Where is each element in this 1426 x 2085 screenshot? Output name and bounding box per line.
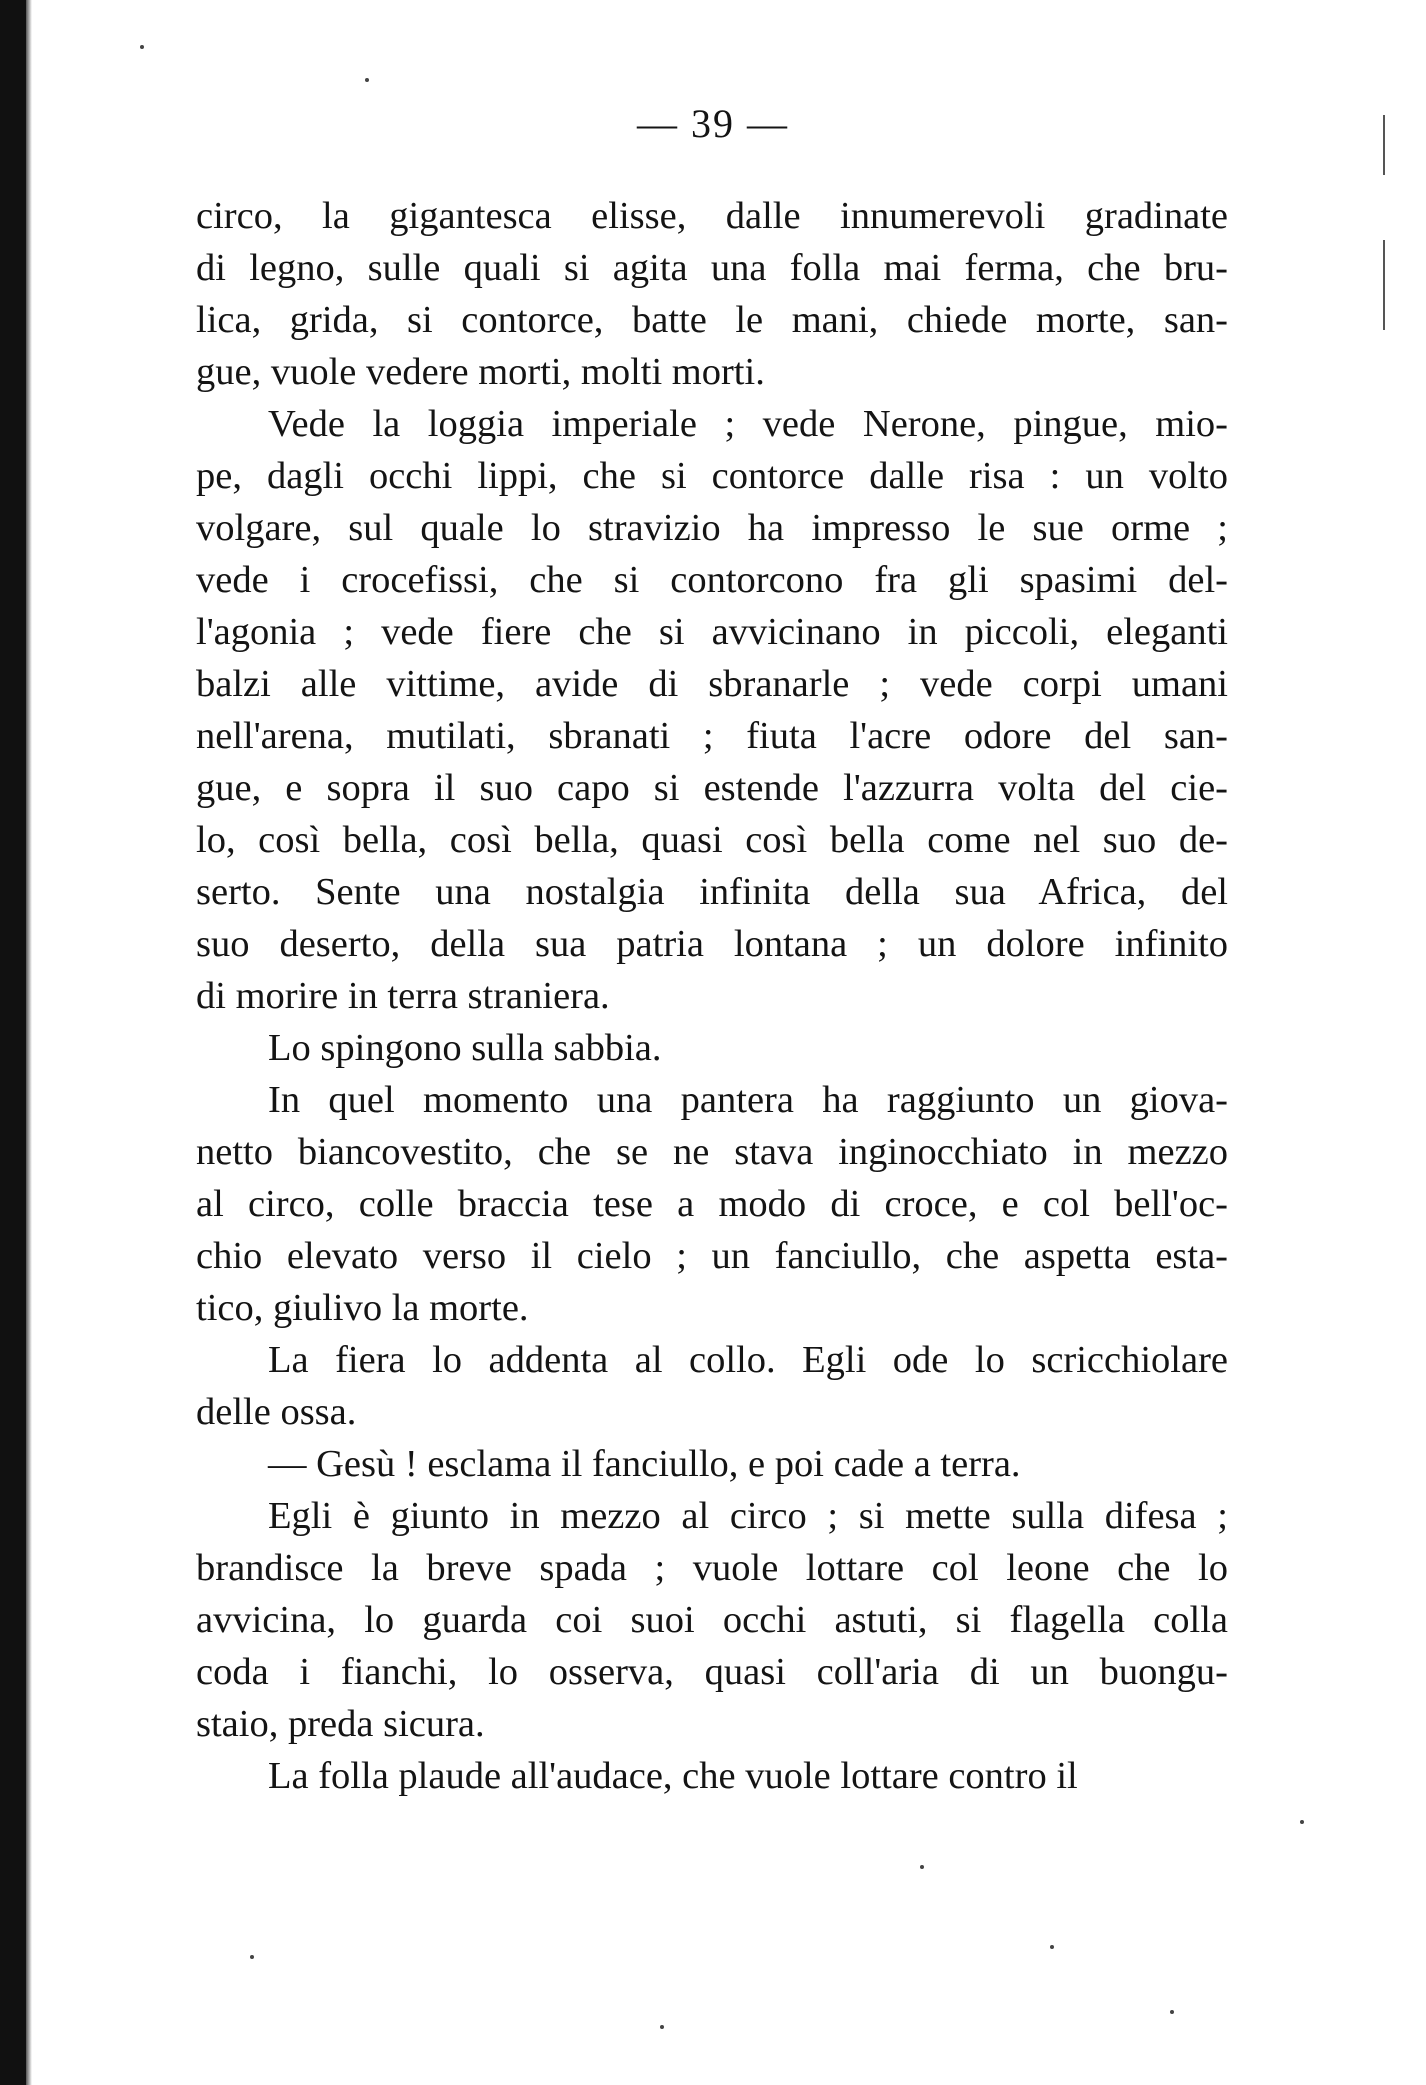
text-line: di legno, sulle quali si agita una folla mai ferma, che bru- [196, 247, 1228, 289]
text-line: vede i crocefissi, che si contorcono fra gli spasimi del- [196, 559, 1228, 601]
scan-speck [920, 1865, 924, 1869]
book-spine-shadow [0, 0, 26, 2085]
paragraph [196, 1750, 1228, 1802]
text-line: Egli è giunto in mezzo al circo ; si mette sulla difesa ; [268, 1495, 1228, 1537]
text-line: serto. Sente una nostalgia infinita della sua Africa, del [196, 871, 1228, 913]
text-line: staio, preda sicura. [196, 1703, 485, 1745]
text-line: balzi alle vittime, avide di sbranarle ; vede corpi umani [196, 663, 1228, 705]
paragraph [196, 398, 1228, 1022]
text-line: La folla plaude all'audace, che vuole lottare contro il [268, 1755, 1078, 1797]
text-line: La fiera lo addenta al collo. Egli ode lo scricchiolare [268, 1339, 1228, 1381]
scan-artifact-line [1383, 240, 1385, 330]
body-text [196, 190, 1228, 1802]
text-line: tico, giulivo la morte. [196, 1287, 529, 1329]
text-line: chio elevato verso il cielo ; un fanciullo, che aspetta esta- [196, 1235, 1228, 1277]
paragraph [196, 190, 1228, 398]
text-line: lica, grida, si contorce, batte le mani, chiede morte, san- [196, 299, 1228, 341]
scan-speck [140, 45, 144, 49]
scan-speck [660, 2025, 664, 2029]
paragraph [196, 1074, 1228, 1334]
text-line: brandisce la breve spada ; vuole lottare col leone che lo [196, 1547, 1228, 1589]
text-line: delle ossa. [196, 1391, 357, 1433]
paragraph [196, 1334, 1228, 1438]
paragraph [196, 1438, 1228, 1490]
text-line: avvicina, lo guarda coi suoi occhi astuti, si flagella colla [196, 1599, 1228, 1641]
text-line: al circo, colle braccia tese a modo di croce, e col bell'oc- [196, 1183, 1228, 1225]
scan-speck [250, 1955, 254, 1959]
paragraph [196, 1490, 1228, 1750]
text-line: suo deserto, della sua patria lontana ; un dolore infinito [196, 923, 1228, 965]
paragraph [196, 1022, 1228, 1074]
scan-speck [1050, 1945, 1054, 1949]
scan-speck [365, 78, 369, 82]
text-line: gue, vuole vedere morti, molti morti. [196, 351, 765, 393]
text-line: netto biancovestito, che se ne stava inginocchiato in mezzo [196, 1131, 1228, 1173]
text-line: circo, la gigantesca elisse, dalle innumerevoli gradinate [196, 195, 1228, 237]
spine-edge-gradient [26, 0, 32, 2085]
text-line: lo, così bella, così bella, quasi così bella come nel suo de- [196, 819, 1228, 861]
text-line: pe, dagli occhi lippi, che si contorce dalle risa : un volto [196, 455, 1228, 497]
text-line: volgare, sul quale lo stravizio ha impresso le sue orme ; [196, 507, 1228, 549]
text-line: gue, e sopra il suo capo si estende l'azzurra volta del cie- [196, 767, 1228, 809]
text-line: di morire in terra straniera. [196, 975, 610, 1017]
text-line: Vede la loggia imperiale ; vede Nerone, pingue, mio- [268, 403, 1228, 445]
scan-speck [1300, 1820, 1304, 1824]
scan-speck [1170, 2010, 1174, 2014]
page-number: — 39 — [637, 101, 789, 146]
text-line: Lo spingono sulla sabbia. [268, 1027, 662, 1069]
text-line: — Gesù ! esclama il fanciullo, e poi cade a terra. [268, 1443, 1021, 1485]
text-line: l'agonia ; vede fiere che si avvicinano in piccoli, eleganti [196, 611, 1228, 653]
text-line: In quel momento una pantera ha raggiunto un giova- [268, 1079, 1228, 1121]
text-line: coda i fianchi, lo osserva, quasi coll'aria di un buongu- [196, 1651, 1228, 1693]
text-line: nell'arena, mutilati, sbranati ; fiuta l'acre odore del san- [196, 715, 1228, 757]
